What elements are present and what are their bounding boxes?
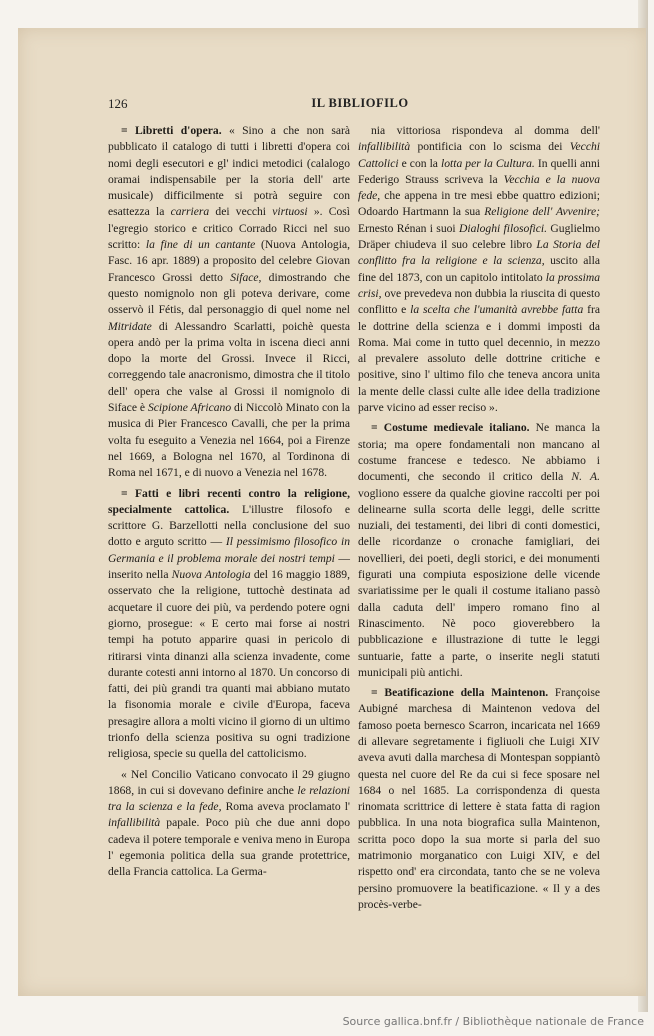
body-text: pontificia con lo scisma dei	[410, 140, 570, 154]
body-text: ove prevedeva non dubbia la riuscita di questo conflitto e	[358, 286, 600, 317]
italic-text: Il pessimismo filosofico in Germania e il problema morale dei nostri tempi	[108, 535, 350, 565]
page-header	[108, 96, 612, 116]
body-text: nia vittoriosa rispondeva al domma dell'	[371, 124, 600, 137]
italic-text: la fine di un cantante	[145, 238, 256, 252]
body-text: del 16 maggio 1889, osservato che la religione, tuttochè destinata ad acquetare il cuore dei più, va perdendo potere ogni giorno, prosegue: « E certo mai forse ai nostri tempi ha potuto apparire quasi in pericolo di ritirarsi vinta dinanzi alla scienza invadente, come durante cotesti anni intorno al 1870. Un concorso di fatti, dei più grandi tra quanti mai abbiano mutato la fisonomia morale e civile d'Europa, faceva presagire allora a molti vicino il giorno di un ultimo trionfo della scienza positiva su ogni tradizione religiosa, specie su quella del cattolicismo.	[108, 568, 350, 761]
body-text: Ernesto Rénan i suoi	[358, 221, 459, 235]
body-text: papale. Poco più che due anni dopo cadeva il potere temporale e veniva meno in Europa l' egemonia politica della sua grande protettrice, della Francia cattolica. La Germa-	[108, 816, 350, 879]
body-text: che appena in tre mesi ebbe quattro edizioni; Odoardo Hartmann la sua	[358, 189, 600, 219]
text-paragraph	[358, 123, 600, 416]
page-number: 126	[108, 96, 128, 111]
italic-text: Vecchia e la nuova fede,	[358, 172, 600, 203]
body-text: di Niccolò Minato con la musica di Pier Francesco Cavalli, che per la prima volta fu eseguito a Venezia nel 1664, poi a Firenze nel 1669, a Bologna nel 1670, al Tordinona di Roma nel 1671, e di nuovo a Venezia nel 1678.	[108, 401, 350, 480]
italic-text: la prossima crisi,	[358, 270, 600, 300]
italic-text: carriera	[170, 205, 210, 219]
body-text: Roma aveva proclamato l'	[221, 800, 351, 814]
body-text: di Alessandro Scarlatti, poichè questa opera andò per la prima volta in iscena dieci anni dopo la morte del Grossi. Invece il Ricci, correggendo tale anacronismo, dimostra che il titolo dell' opera che valse al Grossi il nomignolo di Siface è	[108, 319, 350, 415]
section-heading: = Costume medievale italiano.	[371, 421, 530, 435]
section-heading: = Beatificazione della Maintenon.	[371, 686, 549, 700]
italic-text: Siface,	[230, 270, 262, 284]
body-text: vogliono essere da qualche giovine raccolti per poi delinearne sulla scorta delle leggi, delle scritte nuziali, dei testamenti, dei libri di conti domestici, delle ricordanze o cronache famigliari, dei novellieri, dei poeti, degli storici, e dei monumenti figurati una compiuta esposizione delle vicende svariatissime per le quali il costume italiano passò dalla caduta dell' impero romano fino al Rinascimento. Nè poco gioverebbero la pubblicazione e illustrazione di tutte le leggi suntuarie, fatte a parte, o inserite negli statuti municipali più antichi.	[358, 486, 600, 679]
italic-text: le relazioni tra la scienza e la fede,	[108, 783, 350, 814]
body-text: dimostrando che questo nomignolo non gli poteva derivare, come osservò il Fétis, dal personaggio di quel nome nel	[108, 270, 350, 317]
italic-text: Nuova Antologia	[171, 568, 251, 582]
italic-text: Scipione Africano	[147, 401, 232, 415]
italic-text: Mitridate	[108, 319, 152, 333]
section-paragraph	[358, 685, 600, 913]
body-text: Françoise Aubigné marchesa di Maintenon vedova del famoso poeta bernesco Scarron, incaricata nel 1669 di allevare segretamente i figliuoli che Luigi XIV aveva avuti dalla marchesa di Montespan soppiantò questa nel cuore del Re da cui si fece sposare nel 1684 o nel 1685. La corrispondenza di questa rinomata scrittrice di lettere è stata fatta di ragion pubblica. In una nota biografica sulla Maintenon, scritta poco dopo la sua morte si parla del suo matrimonio morganatico con Luigi XIV, e del rispetto ond' era circondata, tanto che se ne voleva persino promuovere la beatificazione. « Il y a des procès-verbe-	[358, 686, 600, 911]
italic-text: La Storia del conflitto fra la religione e la scienza,	[358, 238, 600, 268]
body-text: L'illustre filosofo e scrittore G. Barzellotti nella conclusione del suo dotto e arguto scritto —	[108, 502, 350, 549]
section-paragraph	[108, 123, 350, 482]
body-text: Guglielmo Dräper chiudeva il suo celebre libro	[358, 221, 600, 252]
section-heading: = Libretti d'opera.	[121, 124, 222, 137]
body-text: e con la	[398, 156, 441, 170]
body-text: « Sino a che non sarà pubblicato il catalogo di tutti i libretti d'opera coi nomi degli esecutori e gl' indici metodici (calalogo oramai indispensabile per la storia dell' arte musicale) difficilmente si potrà seguire con esattezza la	[108, 124, 351, 219]
body-text: ». Così l'egregio storico e critico Corrado Ricci nel suo scritto:	[108, 205, 350, 252]
source-footer: Source gallica.bnf.fr / Bibliothèque nationale de France	[342, 1015, 644, 1028]
italic-text: lotta per la Cultura.	[441, 156, 535, 170]
body-text: fra le dottrine della scienza e i dommi imposti da Roma. Mai come in tutto quel decennio, in mezzo al prevalere assoluto delle dottrine critiche e positive, sino l' ultimo filo che teneva ancora unita la mente delle classi culte alle idee della tradizione parve vicino ad esser reciso ».	[358, 303, 600, 415]
running-title: IL BIBLIOFILO	[311, 96, 409, 110]
body-text: (Nuova Antologia, Fasc. 16 apr. 1889) a proposito del celebre Giovan Francesco Grossi detto	[108, 238, 350, 284]
italic-text: Vecchi Cattolici	[358, 140, 600, 170]
italic-text: infallibilità	[108, 816, 161, 830]
italic-text: la scelta che l'umanità avrebbe fatta	[410, 303, 584, 317]
body-text: dei vecchi	[209, 205, 273, 219]
body-text: « Nel Concilio Vaticano convocato il 29 giugno 1868, in cui si dovevano definire anche	[108, 767, 350, 797]
italic-text: infallibilità	[358, 140, 411, 154]
section-paragraph	[108, 486, 350, 763]
italic-text: Dialoghi filosofici.	[458, 221, 548, 235]
body-text: — inserito nella	[108, 551, 350, 582]
left-column	[108, 123, 350, 881]
italic-text: N. A.	[571, 470, 600, 484]
section-paragraph	[358, 420, 600, 681]
right-column	[358, 123, 600, 913]
body-text: In quelli anni Federigo Strauss scriveva la	[358, 156, 600, 186]
text-paragraph	[108, 767, 350, 881]
body-text: Ne manca la storia; ma opere fondamentali non mancano al costume francese e tedesco. Ne abbiamo i documenti, che secondo il critico della	[358, 421, 600, 484]
section-heading: = Fatti e libri recenti contro la religione, specialmente cattolica.	[108, 486, 350, 516]
body-text: uscito alla fine del 1873, con un capitolo intitolato	[358, 254, 600, 284]
italic-text: Religione dell' Avvenire;	[484, 205, 600, 219]
italic-text: virtuosi	[272, 205, 308, 219]
